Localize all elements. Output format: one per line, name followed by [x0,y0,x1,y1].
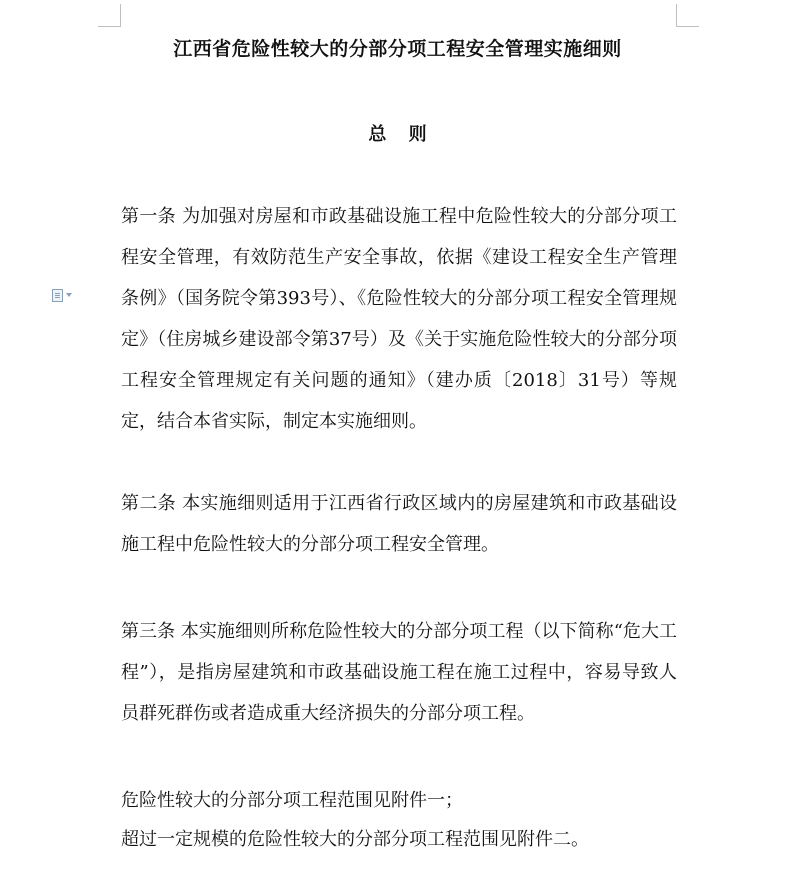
section-title: 总 则 [368,124,435,145]
document-icon [52,289,63,302]
paragraph-options-icon[interactable] [52,286,82,304]
annex-1-line: 危险性较大的分部分项工程范围见附件一； [121,790,463,811]
chevron-down-icon [66,293,72,297]
annex-2-line: 超过一定规模的危险性较大的分部分项工程范围见附件二。 [121,829,589,850]
document-title: 江西省危险性较大的分部分项工程安全管理实施细则 [173,38,622,60]
article-2-paragraph: 第二条 本实施细则适用于江西省行政区域内的房屋建筑和市政基础设施工程中危险性较大的分部分项工程安全管理。 [121,493,677,555]
article-1-paragraph: 第一条 为加强对房屋和市政基础设施工程中危险性较大的分部分项工程安全管理，有效防范生产安全事故，依据《建设工程安全生产管理条例》（国务院令第393号）、《危险性较大的分部分项工程安全管理规定》（住房城乡建设部令第37号）及《关于实施危险性较大的分部分项工程安全管理规定有关问题的通知》（建办质〔2018〕31号）等规定，结合本省实际，制定本实施细则。 [121,206,677,432]
article-3-paragraph: 第三条 本实施细则所称危险性较大的分部分项工程（以下简称“危大工程”），是指房屋建筑和市政基础设施工程在施工过程中，容易导致人员群死群伤或者造成重大经济损失的分部分项工程。 [121,621,677,724]
crop-mark-top-left [98,4,121,27]
crop-mark-top-right [676,4,699,27]
